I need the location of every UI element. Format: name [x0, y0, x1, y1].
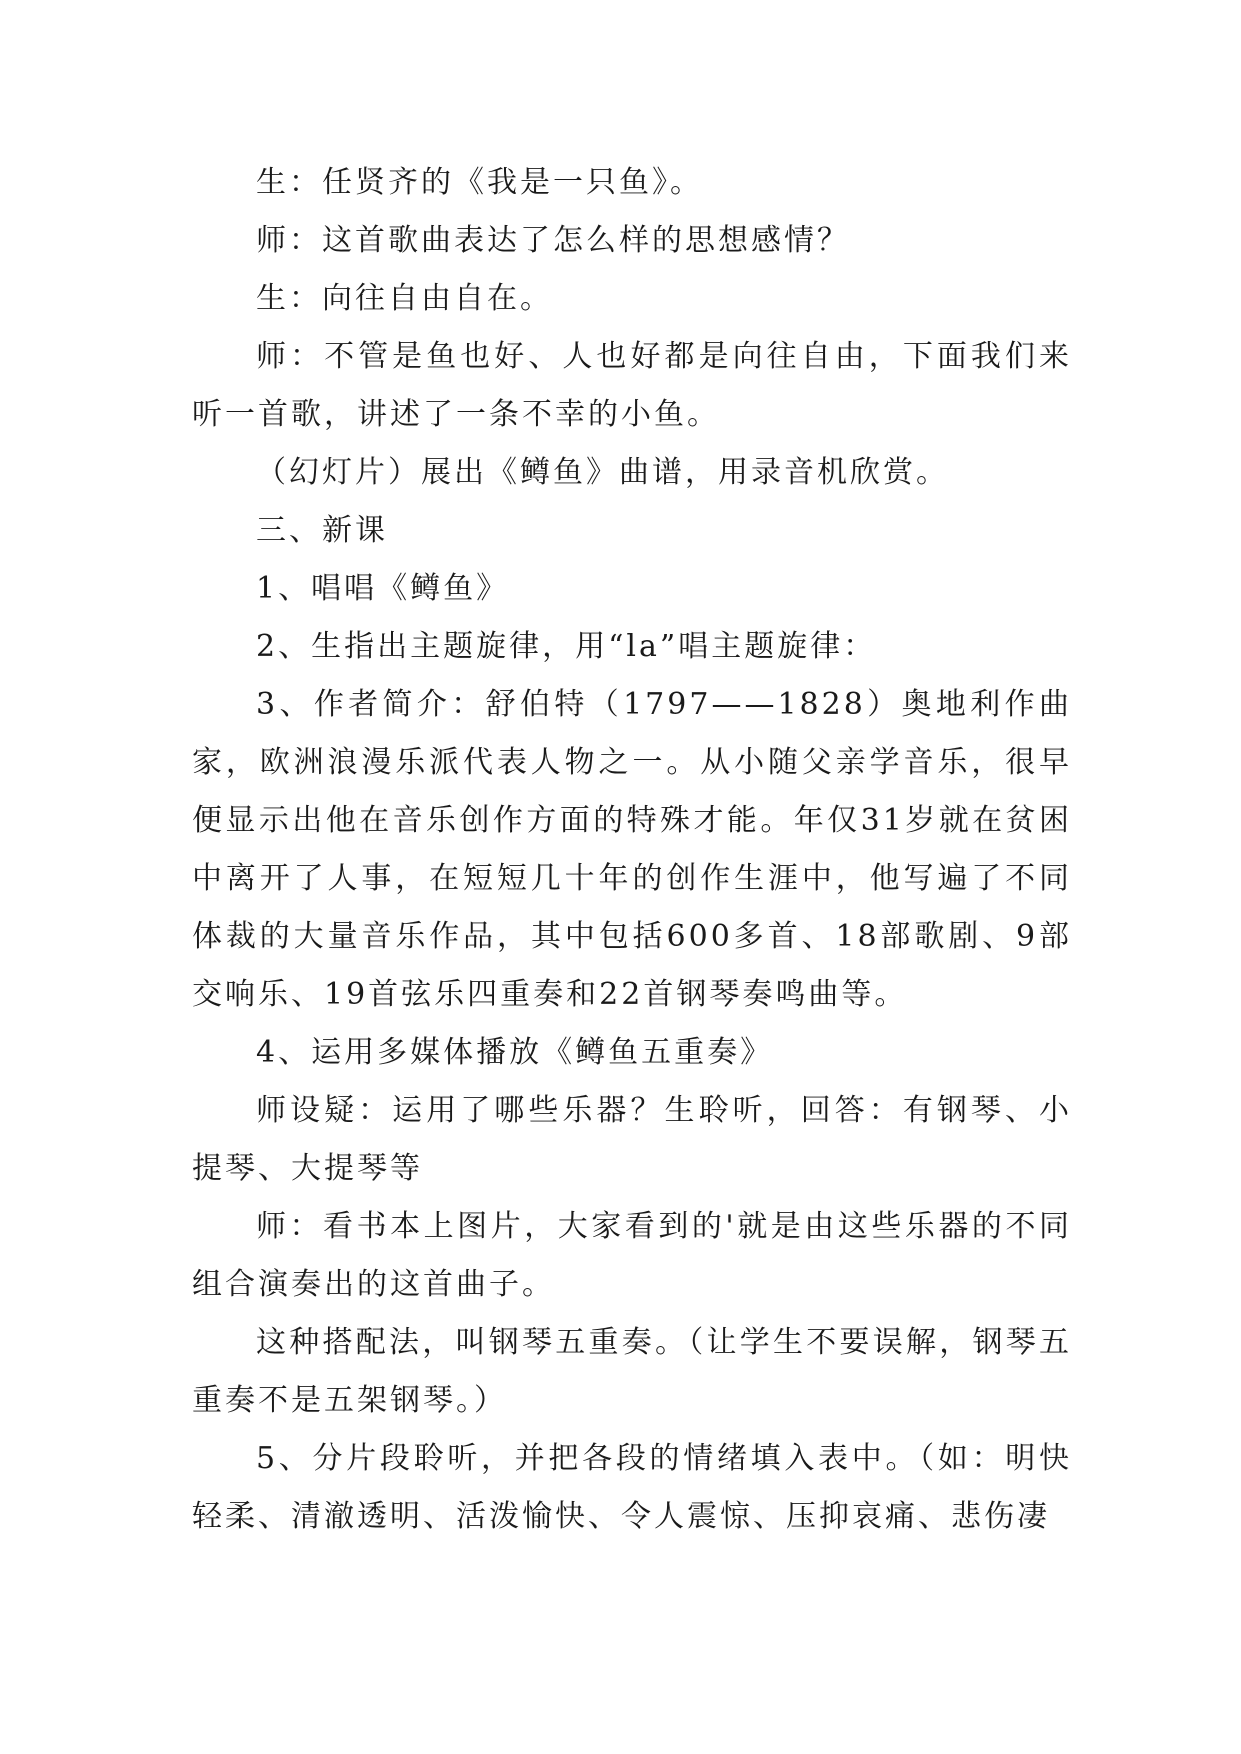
paragraph: （幻灯片）展出《鳟鱼》曲谱，用录音机欣赏。: [256, 455, 949, 490]
paragraph: 2、生指出主题旋律，用“la”唱主题旋律：: [256, 629, 877, 664]
paragraph: 5、分片段聆听，并把各段的情绪填入表中。（如：明快轻柔、清澈透明、活泼愉快、令人震惊、压抑哀痛、悲伤凄: [192, 1441, 1072, 1534]
paragraph: 师：看书本上图片，大家看到的'就是由这些乐器的不同组合演奏出的这首曲子。: [192, 1209, 1072, 1302]
paragraph: 生：任贤齐的《我是一只鱼》。: [256, 165, 703, 200]
paragraph: 4、运用多媒体播放《鳟鱼五重奏》: [256, 1035, 774, 1070]
paragraph: 师设疑：运用了哪些乐器？生聆听，回答：有钢琴、小提琴、大提琴等: [192, 1093, 1072, 1186]
paragraph: 生：向往自由自在。: [256, 281, 553, 316]
paragraph: 3、作者简介：舒伯特（1797——1828）奥地利作曲家，欧洲浪漫乐派代表人物之一。从小随父亲学音乐，很早便显示出他在音乐创作方面的特殊才能。年仅31岁就在贫困中离开了人事，在短短几十年的创作生涯中，他写遍了不同体裁的大量音乐作品，其中包括600多首、18部歌剧、9部交响乐、19首弦乐四重奏和22首钢琴奏鸣曲等。: [192, 687, 1072, 1012]
paragraph: 师：不管是鱼也好、人也好都是向往自由，下面我们来听一首歌，讲述了一条不幸的小鱼。: [192, 339, 1072, 432]
paragraph: 1、唱唱《鳟鱼》: [256, 571, 510, 606]
paragraph: 师：这首歌曲表达了怎么样的思想感情？: [256, 223, 850, 258]
document-body: [192, 154, 1072, 1546]
section-heading: 三、新课: [256, 513, 388, 548]
paragraph: 这种搭配法，叫钢琴五重奏。（让学生不要误解，钢琴五重奏不是五架钢琴。）: [192, 1325, 1072, 1418]
